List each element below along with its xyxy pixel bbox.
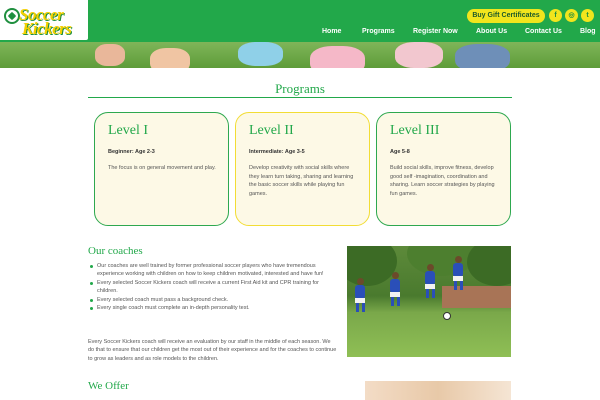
list-item: Every selected coach must pass a background check. xyxy=(90,296,338,304)
nav-home[interactable]: Home xyxy=(322,28,342,35)
card-title: Level II xyxy=(249,123,294,138)
player-leg xyxy=(432,289,435,298)
hero-child-shape xyxy=(238,42,283,66)
site-logo[interactable] xyxy=(0,0,88,40)
hero-child-shape xyxy=(150,48,190,68)
hero-child-shape xyxy=(310,46,365,68)
list-item: Every single coach must complete an in-depth personality test. xyxy=(90,304,338,312)
player-leg xyxy=(356,303,359,312)
hero-child-shape xyxy=(455,44,510,68)
site-header xyxy=(0,0,600,42)
we-offer-heading: We Offer xyxy=(88,380,129,392)
tree-shape xyxy=(467,246,511,286)
twitter-icon[interactable]: t xyxy=(581,9,594,22)
card-title: Level III xyxy=(390,123,440,138)
card-title: Level I xyxy=(108,123,149,138)
list-item: Every selected Soccer Kickers coach will receive a current First Aid kit and CPR training for children. xyxy=(90,279,338,296)
player-leg xyxy=(362,303,365,312)
player-leg xyxy=(454,281,457,290)
player-leg xyxy=(460,281,463,290)
program-card-level-2[interactable] xyxy=(235,112,370,226)
nav-contact-us[interactable]: Contact Us xyxy=(525,28,562,35)
children-playing-soccer-photo xyxy=(347,246,511,357)
we-offer-photo xyxy=(365,381,511,400)
nav-programs[interactable]: Programs xyxy=(362,28,395,35)
player-leg xyxy=(391,297,394,306)
section-divider xyxy=(88,97,512,98)
card-description: The focus is on general movement and play. xyxy=(108,165,216,171)
instagram-icon[interactable]: ◎ xyxy=(565,9,578,22)
coaches-list xyxy=(90,262,338,312)
player-head xyxy=(427,264,434,271)
nav-about-us[interactable]: About Us xyxy=(476,28,508,35)
player-leg xyxy=(397,297,400,306)
logo-text-line1: Soccer xyxy=(19,5,64,24)
player-jersey xyxy=(425,271,435,285)
brick-wall-shape xyxy=(442,286,511,308)
card-subtitle: Age 5-8 xyxy=(390,149,410,155)
facebook-icon[interactable]: f xyxy=(549,9,562,22)
programs-title: Programs xyxy=(275,81,325,96)
soccer-ball-icon xyxy=(4,8,20,24)
player-head xyxy=(357,278,364,285)
hero-child-shape xyxy=(95,44,125,66)
program-card-level-1[interactable] xyxy=(94,112,229,226)
buy-gift-certificates-button[interactable]: Buy Gift Certificates xyxy=(467,9,545,23)
player-head xyxy=(392,272,399,279)
soccer-ball-icon xyxy=(443,312,451,320)
logo-text-line2: Kickers xyxy=(22,19,72,38)
list-item: Our coaches are well trained by former professional soccer players who have tremendous experience working with children on how to keep children motivated, interested and have fun! xyxy=(90,262,338,279)
program-card-level-3[interactable] xyxy=(376,112,511,226)
player-jersey xyxy=(390,279,400,293)
hero-child-shape xyxy=(395,42,443,68)
nav-blog[interactable]: Blog xyxy=(580,28,596,35)
card-subtitle: Beginner: Age 2-3 xyxy=(108,149,155,155)
coaches-heading: Our coaches xyxy=(88,245,143,257)
player-jersey xyxy=(355,285,365,299)
player-leg xyxy=(426,289,429,298)
coaches-paragraph: Every Soccer Kickers coach will receive an evaluation by our staff in the middle of each season. We do that to ensure that our children get the most out of their experience and for the coaches to continue to grow as leaders and as role models to the children. xyxy=(88,339,337,362)
card-subtitle: Intermediate: Age 3-5 xyxy=(249,149,305,155)
nav-register-now[interactable]: Register Now xyxy=(413,28,458,35)
card-description: Develop creativity with social skills where they learn turn taking, sharing and learning the basic soccer skills while playing fun games. xyxy=(249,165,354,197)
card-description: Build social skills, improve fitness, develop good self -imagination, coordination and sharing. Learn soccer strategies by playing fun games. xyxy=(390,165,495,197)
player-head xyxy=(455,256,462,263)
player-jersey xyxy=(453,263,463,277)
hero-banner-image xyxy=(0,42,600,68)
